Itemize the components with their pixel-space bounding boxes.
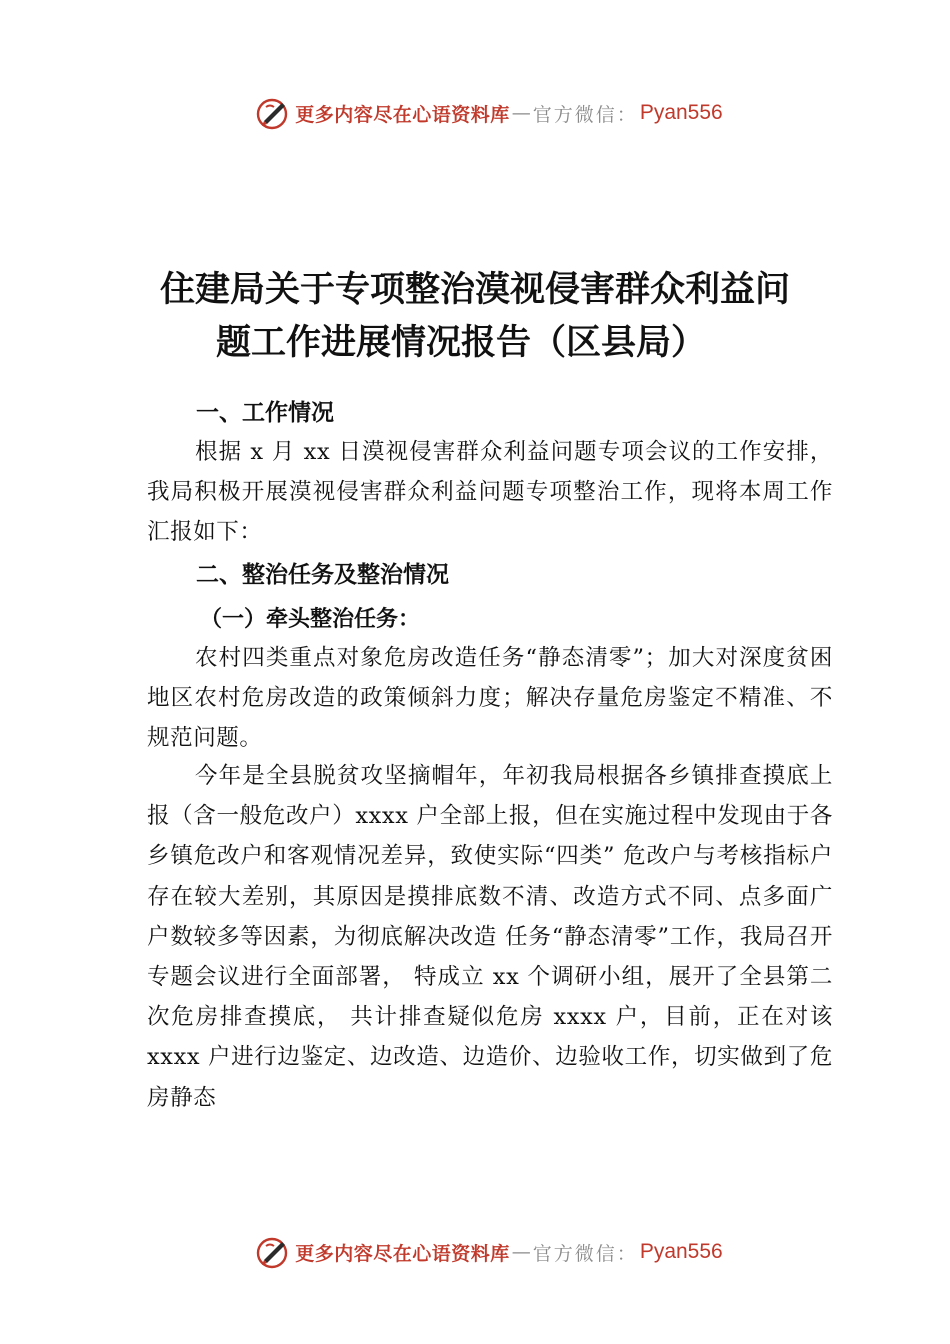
progress-paragraph: 今年是全县脱贫攻坚摘帽年，年初我局根据各乡镇排查摸底上报（含一般危改户）xxxx 户全部上报，但在实施过程中发现由于各乡镇危改户和客观情况差异，致使实际“四类” 危改户与考核指标户存在较大差别，其原因是摸排底数不清、改造方式不同、点多面广户数较多等因素，为彻底解决改造 任务“静态清零”工作，我局召开专题会议进行全面部署， 特成立 xx 个调研小组，展开了全县第二次危房排查摸底， 共计排查疑似危房 xxxx 户，目前，正在对该 xxxx 户进行边鉴定、边改造、边造价、边验收工作，切实做到了危房静态 xyxy=(147,763,833,1111)
header-dash: — xyxy=(511,102,531,124)
footer-wechat-id: Pyan556 xyxy=(639,1240,723,1263)
footer-brand-text: 更多内容尽在心语资料库 xyxy=(295,1242,510,1265)
footer-watermark xyxy=(0,1232,950,1272)
pen-logo-icon xyxy=(255,1234,291,1270)
pen-logo-icon xyxy=(255,95,291,131)
header-wechat-label: 官方微信： xyxy=(532,103,638,126)
section1-paragraph: 根据 x 月 xx 日漠视侵害群众利益问题专项会议的工作安排，我局积极开展漠视侵害群众利益问题专项整治工作，现将本周工作汇报如下： xyxy=(147,439,833,546)
section2-heading: 二、整治任务及整治情况 xyxy=(196,562,449,588)
document-title-line1: 住建局关于专项整治漠视侵害群众利益问 xyxy=(159,270,790,310)
task-paragraph: 农村四类重点对象危房改造任务“静态清零”；加大对深度贫困地区农村危房改造的政策倾斜力度；解决存量危房鉴定不精准、不规范问题。 xyxy=(147,645,833,752)
footer-watermark-content xyxy=(255,1234,722,1270)
header-watermark xyxy=(0,93,950,133)
footer-dash: — xyxy=(511,1241,531,1263)
subsection1-heading: （一）牵头整治任务： xyxy=(200,606,421,632)
footer-wechat-label: 官方微信： xyxy=(532,1242,638,1265)
document-title-line2: 题工作进展情况报告（区县局） xyxy=(215,323,706,363)
header-watermark-content xyxy=(255,95,722,131)
section1-heading: 一、工作情况 xyxy=(196,400,334,426)
header-brand-text: 更多内容尽在心语资料库 xyxy=(295,103,510,126)
header-wechat-id: Pyan556 xyxy=(639,101,723,124)
